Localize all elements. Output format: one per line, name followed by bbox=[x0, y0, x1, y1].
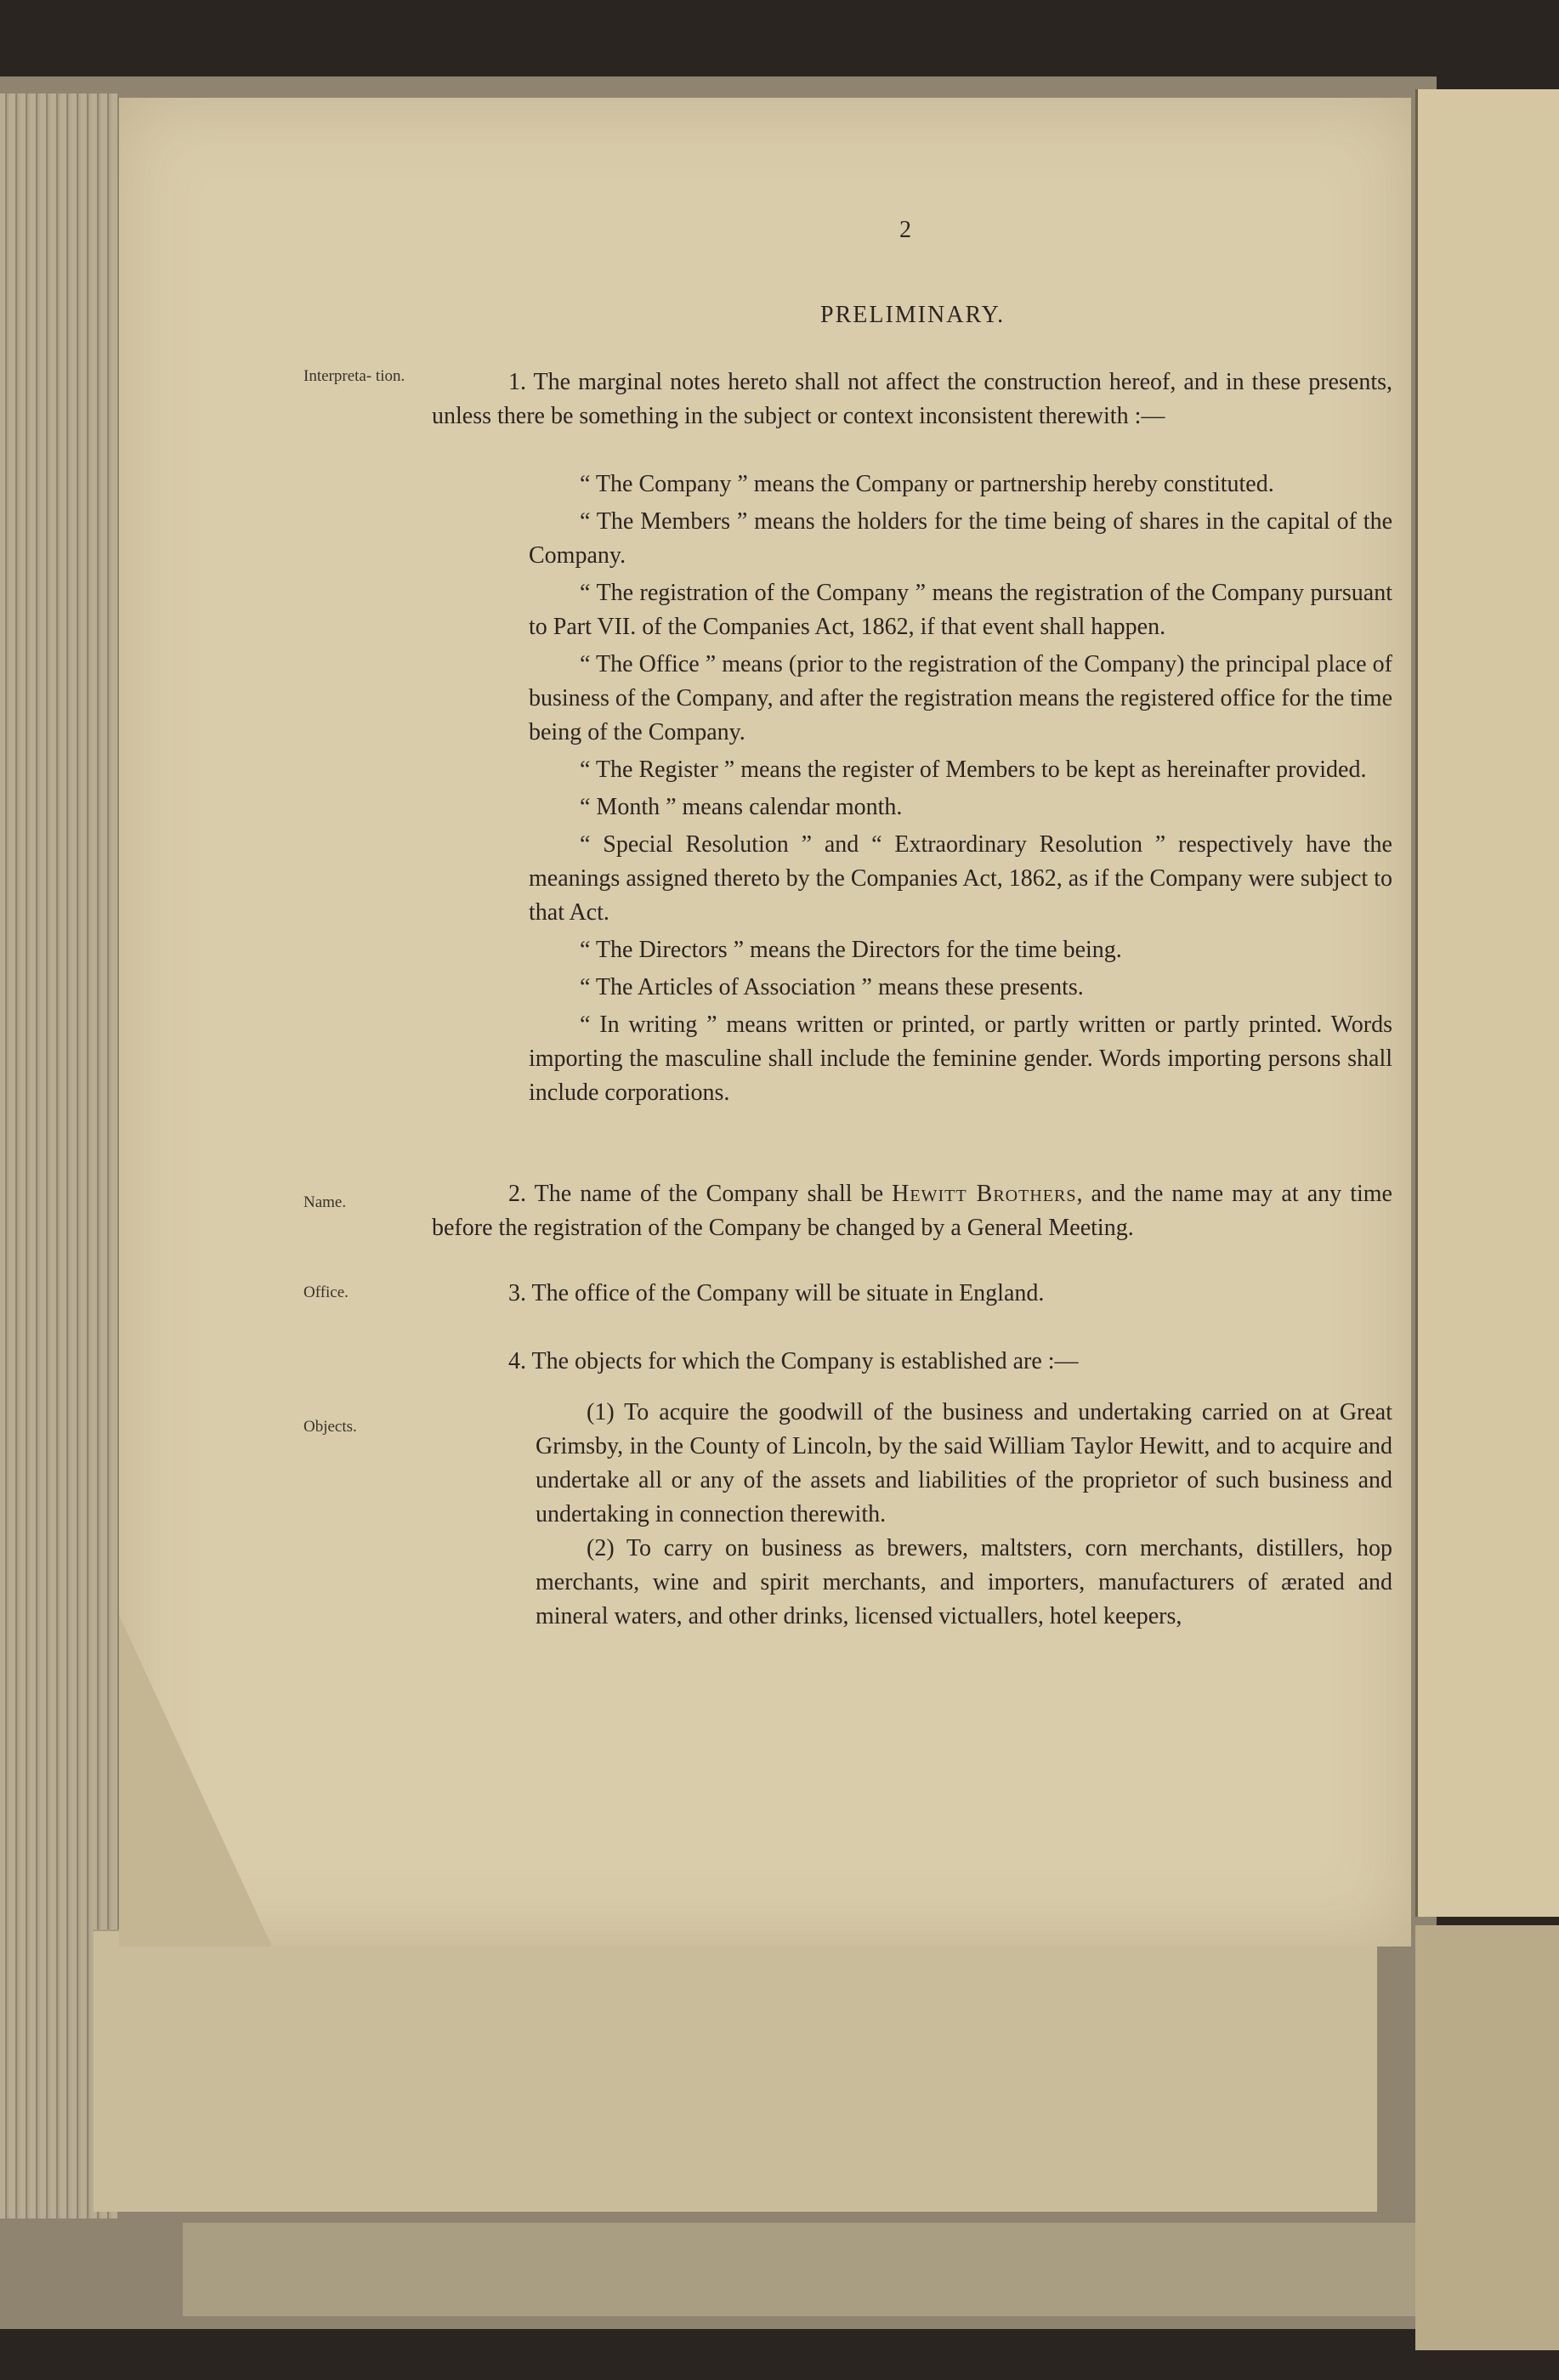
clause-2 bbox=[432, 1177, 1392, 1245]
margin-note-interpretation: Interpreta- tion. bbox=[303, 367, 405, 385]
definition-registration: “ The registration of the Company ” means the registration of the Company pursuant to Part VII. of the Companies Act, 1862, if that event shall happen. bbox=[529, 580, 1392, 640]
clause-4-intro: 4. The objects for which the Company is established are :— bbox=[508, 1348, 1079, 1374]
page-number: 2 bbox=[899, 217, 911, 243]
definition-resolutions: “ Special Resolution ” and “ Extraordinary Resolution ” respectively have the meanings assigned thereto by the Companies Act, 1862, as if the Company were subject to that Act. bbox=[529, 831, 1392, 926]
adjacent-page bbox=[1415, 89, 1559, 1917]
company-name: Hewitt Brothers bbox=[892, 1181, 1077, 1207]
section-title: PRELIMINARY. bbox=[820, 302, 1006, 328]
bottom-strip bbox=[183, 2223, 1415, 2316]
adjacent-page-lower bbox=[1415, 1925, 1559, 2350]
margin-note-objects: Objects. bbox=[303, 1418, 357, 1436]
definition-members: “ The Members ” means the holders for the time being of shares in the capital of the Company. bbox=[529, 508, 1392, 569]
lower-sheet bbox=[94, 1930, 1377, 2212]
margin-note-office: Office. bbox=[303, 1284, 349, 1301]
object-1: (1) To acquire the goodwill of the business and undertaking carried on at Great Grimsby, in the County of Lincoln, by the said William Taylor Hewitt, and to acquire and undertake all or any of the assets and liabilities of the proprietor of such business and undertaking in connection therewith. bbox=[536, 1399, 1392, 1527]
clause-1-intro: 1. The marginal notes hereto shall not affect the construction hereof, and in these presents, unless there be something in the subject or context inconsistent therewith :— bbox=[432, 369, 1392, 429]
page-edges bbox=[0, 94, 119, 2218]
definition-directors: “ The Directors ” means the Directors for the time being. bbox=[580, 937, 1122, 963]
definition-register: “ The Register ” means the register of Members to be kept as hereinafter provided. bbox=[580, 756, 1367, 783]
clause-2-before: 2. The name of the Company shall be bbox=[508, 1181, 893, 1207]
clause-3: 3. The office of the Company will be situate in England. bbox=[508, 1280, 1045, 1306]
object-2: (2) To carry on business as brewers, maltsters, corn merchants, distillers, hop merchants, wine and spirit merchants, and importers, manufacturers of ærated and mineral waters, and other drinks, licensed victuallers, hotel keepers, bbox=[536, 1535, 1392, 1629]
page-fold bbox=[119, 1615, 272, 1946]
margin-note-name: Name. bbox=[303, 1193, 347, 1211]
definition-articles: “ The Articles of Association ” means these presents. bbox=[580, 974, 1084, 1000]
definition-in-writing: “ In writing ” means written or printed, or partly written or partly printed. Words importing the masculine shall include the feminine gender. Words importing persons shall include corporations. bbox=[529, 1012, 1392, 1106]
definitions-list bbox=[529, 468, 1392, 1114]
definition-month: “ Month ” means calendar month. bbox=[580, 794, 903, 820]
clause-2-after: , and the name may at any time before the registration of the Company be changed by a General Meeting. bbox=[432, 1181, 1392, 1241]
definition-company: “ The Company ” means the Company or partnership hereby constituted. bbox=[580, 471, 1274, 497]
definition-office: “ The Office ” means (prior to the registration of the Company) the principal place of business of the Company, and after the registration means the registered office for the time being of the Company. bbox=[529, 651, 1392, 745]
